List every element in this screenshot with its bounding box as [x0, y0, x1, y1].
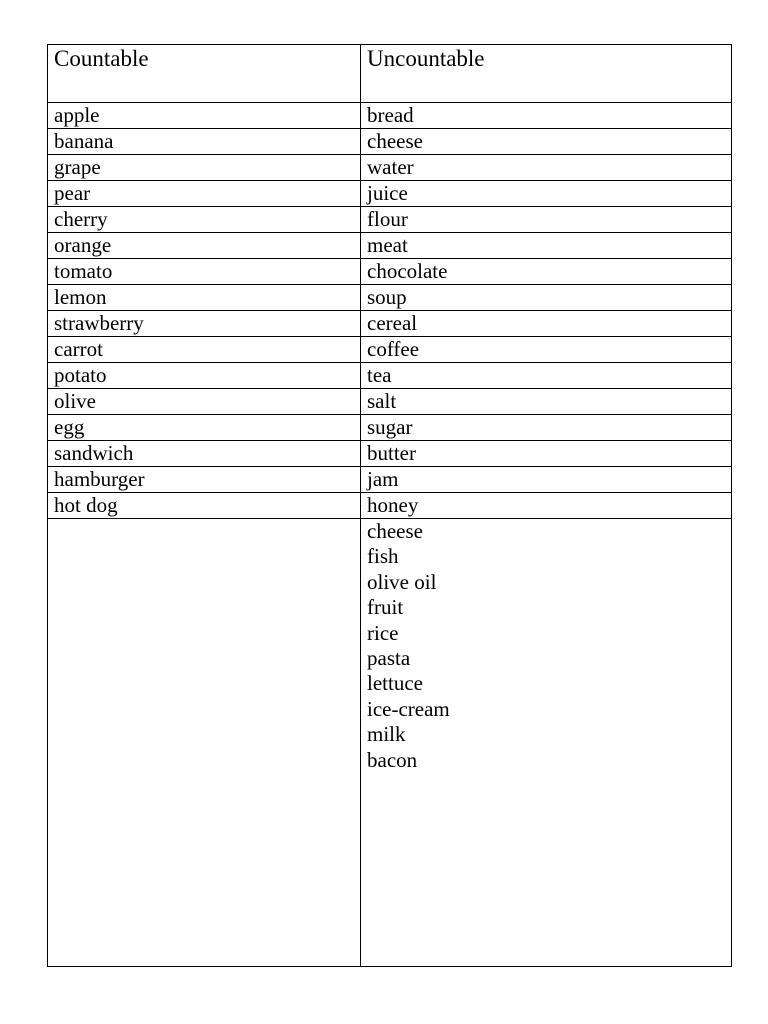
- uncountable-list-item: rice: [367, 620, 399, 645]
- countable-cell: tomato: [48, 259, 361, 285]
- countable-cell: carrot: [48, 337, 361, 363]
- uncountable-cell: soup: [361, 285, 731, 311]
- uncountable-list-item: lettuce: [367, 671, 423, 696]
- uncountable-list-item: cheese: [367, 519, 423, 543]
- countable-cell: grape: [48, 155, 361, 181]
- uncountable-list-item: milk: [367, 722, 406, 747]
- uncountable-list-item: ice-cream: [367, 696, 450, 721]
- uncountable-cell: chocolate: [361, 259, 731, 285]
- uncountable-cell: coffee: [361, 337, 731, 363]
- uncountable-list-item: olive oil: [367, 569, 437, 594]
- countable-cell: olive: [48, 389, 361, 415]
- countable-cell: sandwich: [48, 441, 361, 467]
- uncountable-list-item: fish: [367, 544, 399, 569]
- countable-cell: pear: [48, 181, 361, 207]
- header-countable: Countable: [48, 45, 361, 103]
- countable-cell: apple: [48, 103, 361, 129]
- uncountable-cell: salt: [361, 389, 731, 415]
- uncountable-cell: bread: [361, 103, 731, 129]
- countable-cell: hamburger: [48, 467, 361, 493]
- uncountable-cell: honey: [361, 493, 731, 519]
- uncountable-extra-list: [361, 519, 731, 966]
- uncountable-cell: jam: [361, 467, 731, 493]
- countable-cell: egg: [48, 415, 361, 441]
- countable-cell: banana: [48, 129, 361, 155]
- uncountable-cell: cereal: [361, 311, 731, 337]
- uncountable-list-item: fruit: [367, 595, 404, 620]
- countable-uncountable-table: [47, 44, 732, 967]
- countable-cell: potato: [48, 363, 361, 389]
- countable-cell: lemon: [48, 285, 361, 311]
- uncountable-list-item: bacon: [367, 747, 418, 772]
- countable-cell: hot dog: [48, 493, 361, 519]
- uncountable-list-item: pasta: [367, 645, 411, 670]
- countable-empty-cell: [48, 519, 361, 966]
- countable-cell: orange: [48, 233, 361, 259]
- uncountable-cell: sugar: [361, 415, 731, 441]
- uncountable-cell: juice: [361, 181, 731, 207]
- uncountable-cell: cheese: [361, 129, 731, 155]
- uncountable-cell: water: [361, 155, 731, 181]
- uncountable-cell: butter: [361, 441, 731, 467]
- countable-cell: strawberry: [48, 311, 361, 337]
- uncountable-cell: tea: [361, 363, 731, 389]
- uncountable-cell: meat: [361, 233, 731, 259]
- uncountable-cell: flour: [361, 207, 731, 233]
- header-uncountable: Uncountable: [361, 45, 731, 103]
- countable-cell: cherry: [48, 207, 361, 233]
